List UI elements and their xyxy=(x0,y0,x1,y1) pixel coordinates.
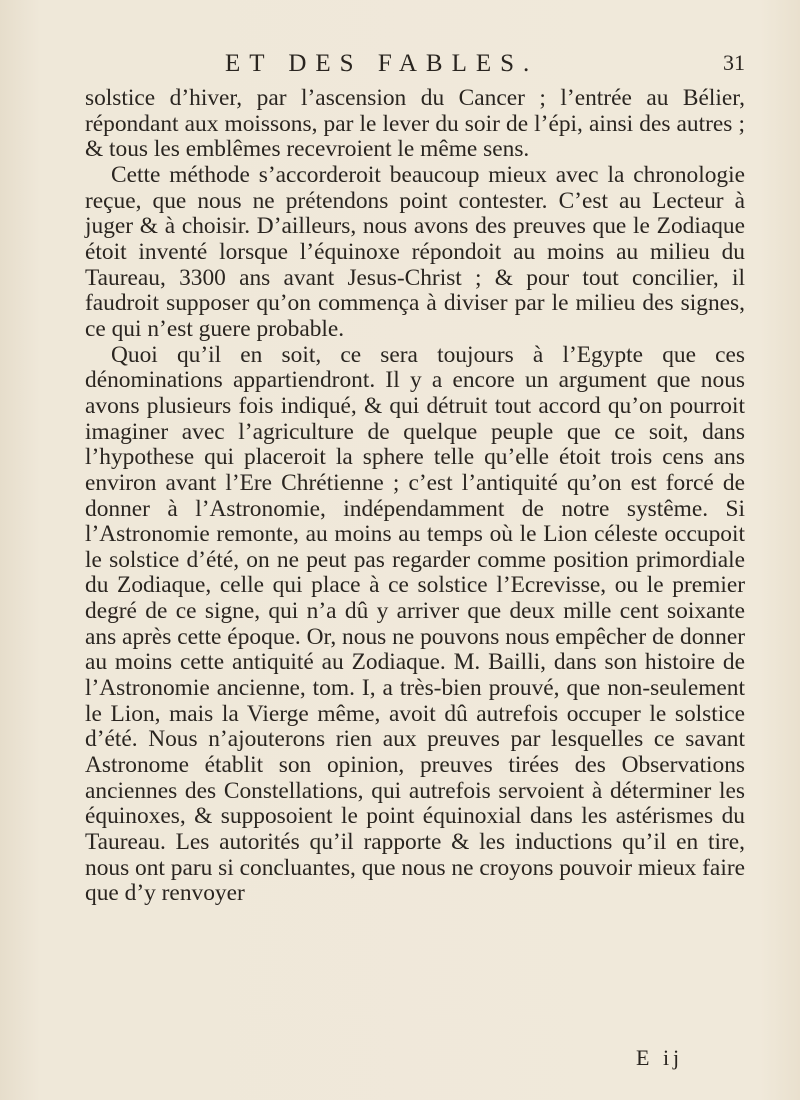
page-header xyxy=(225,50,745,86)
running-head: ET DES FABLES. xyxy=(225,50,539,77)
body-text xyxy=(85,86,745,907)
signature-mark: E ij xyxy=(636,1045,684,1070)
paragraph-1: solstice d’hiver, par l’ascension du Cancer ; l’entrée au Bélier, répondant aux moissons, par le lever du soir de l’épi, ainsi des autres ; & tous les emblêmes recevroient le même sens. xyxy=(85,85,745,163)
paragraph-3: Quoi qu’il en soit, ce sera toujours à l’Egypte que ces dénominations appartiendront. Il y a encore un argument que nous avons plusieurs fois indiqué, & qui détruit tout accord qu’on pourroit imaginer avec l’agriculture de quelque peuple que ce soit, dans l’hypothese qui placeroit la sphere telle qu’elle étoit trois cens ans environ avant l’Ere Chrétienne ; c’est l’antiquité qu’on est forcé de donner à l’Astronomie, indépendamment de notre systême. Si l’Astronomie remonte, au moins au temps où le Lion céleste occupoit le solstice d’été, on ne peut pas regarder comme position primordiale du Zodiaque, celle qui place à ce solstice l’Ecrevisse, ou le premier degré de ce signe, qui n’a dû y arriver que deux mille cent soixante ans après cette époque. Or, nous ne pouvons nous empêcher de donner au moins cette antiquité au Zodiaque. M. Bailli, dans son histoire de l’Astronomie ancienne, tom. I, a très-bien prouvé, que non-seulement le Lion, mais la Vierge même, avoit dû autrefois occuper le solstice d’été. Nous n’ajouterons rien aux preuves par lesquelles ce savant Astronome établit son opinion, preuves tirées des Observations anciennes des Constellations, qui autrefois servoient à déterminer les équinoxes, & supposoient le point équinoxial dans les astérismes du Taureau. Les autorités qu’il rapporte & les inductions qu’il en tire, nous ont paru si concluantes, que nous ne croyons pouvoir mieux faire que d’y renvoyer xyxy=(85,341,745,907)
page-number: 31 xyxy=(723,50,745,75)
paragraph-2: Cette méthode s’accorderoit beaucoup mieux avec la chronologie reçue, que nous ne prétendons point contester. C’est au Lecteur à juger & à choisir. D’ailleurs, nous avons des preuves que le Zodiaque étoit inventé lorsque l’équinoxe répondoit au moins au milieu du Taureau, 3300 ans avant Jesus-Christ ; & pour tout concilier, il faudroit supposer qu’on commença à diviser par le milieu des signes, ce qui n’est guere probable. xyxy=(85,161,745,342)
